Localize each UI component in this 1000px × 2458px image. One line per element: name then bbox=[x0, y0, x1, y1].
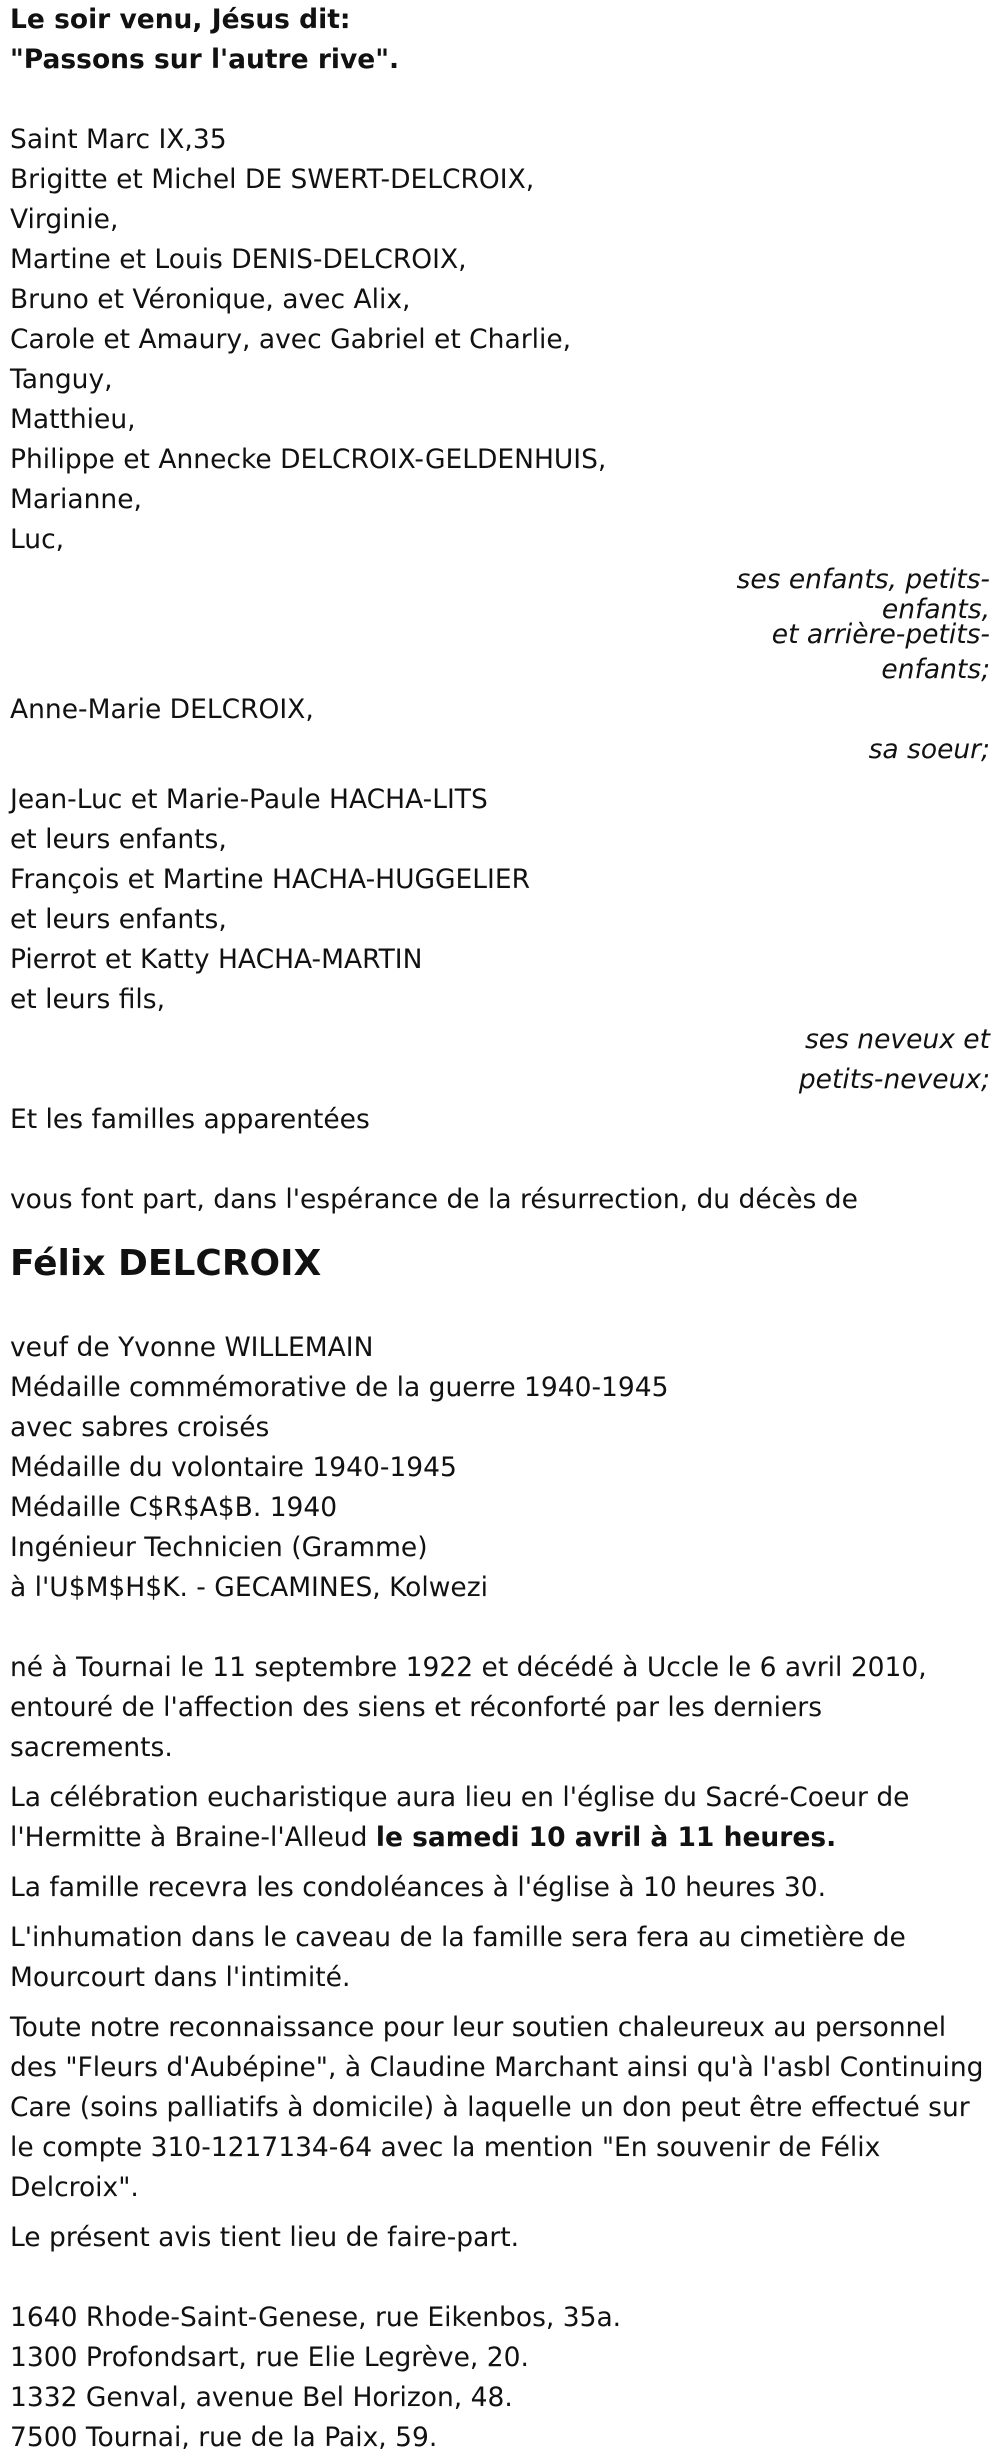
celebration-time: le samedi 10 avril à 11 heures. bbox=[375, 1822, 837, 1853]
detail-line: Médaille du volontaire 1940-1945 bbox=[10, 1452, 457, 1483]
family-member: Marianne, bbox=[10, 484, 142, 515]
detail-line: à l'U$M$H$K. - GECAMINES, Kolwezi bbox=[10, 1572, 488, 1603]
announcement-line: vous font part, dans l'espérance de la résurrection, du décès de bbox=[10, 1184, 858, 1215]
obituary-notice bbox=[10, 0, 990, 2458]
relationship-label: ses neveux et bbox=[804, 1024, 990, 1055]
celebration-paragraph bbox=[10, 1778, 990, 1858]
family-member: Matthieu, bbox=[10, 404, 136, 435]
quote-line-2: "Passons sur l'autre rive". bbox=[10, 44, 400, 75]
relationship-label: enfants; bbox=[881, 654, 990, 685]
families-line: Et les familles apparentées bbox=[10, 1104, 370, 1135]
nephews-list bbox=[10, 780, 990, 1020]
relationship-label: ses enfants, petits- bbox=[736, 564, 990, 595]
family-member: Tanguy, bbox=[10, 364, 113, 395]
family-member: Carole et Amaury, avec Gabriel et Charlie, bbox=[10, 324, 572, 355]
burial-paragraph: L'inhumation dans le caveau de la famille sera fera au cimetière de Mourcourt dans l'intimité. bbox=[10, 1922, 906, 1993]
deceased-name: Félix DELCROIX bbox=[10, 1243, 322, 1284]
children-role bbox=[10, 560, 990, 690]
address-line: 1640 Rhode-Saint-Genese, rue Eikenbos, 35a. bbox=[10, 2302, 622, 2333]
family-member: et leurs fils, bbox=[10, 984, 165, 1015]
deceased-details bbox=[10, 1328, 990, 1608]
family-member: et leurs enfants, bbox=[10, 824, 227, 855]
family-member: Brigitte et Michel DE SWERT-DELCROIX, bbox=[10, 164, 535, 195]
relationship-label: petits-neveux; bbox=[798, 1064, 990, 1095]
thanks-paragraph: Toute notre reconnaissance pour leur soutien chaleureux au personnel des "Fleurs d'Aubépine", à Claudine Marchant ainsi qu'à l'asbl Continuing Care (soins palliatifs à domicile) à laquelle un don peut être effectué sur le compte 310-1217134-64 avec la mention "En souvenir de Félix Delcroix". bbox=[10, 2012, 984, 2203]
birth-death-paragraph: né à Tournai le 11 septembre 1922 et décédé à Uccle le 6 avril 2010, entouré de l'affection des siens et réconforté par les derniers sacrements. bbox=[10, 1652, 927, 1763]
detail-line: Médaille C$R$A$B. 1940 bbox=[10, 1492, 338, 1523]
relationship-label: enfants, bbox=[881, 594, 990, 625]
notice-paragraph: Le présent avis tient lieu de faire-part. bbox=[10, 2222, 520, 2253]
family-member: Virginie, bbox=[10, 204, 119, 235]
celebration-text: La célébration eucharistique aura lieu en l'église du Sacré-Coeur de l'Hermitte à Braine-l'Alleud bbox=[10, 1782, 910, 1853]
family-member: François et Martine HACHA-HUGGELIER bbox=[10, 864, 531, 895]
address-line: 7500 Tournai, rue de la Paix, 59. bbox=[10, 2422, 438, 2453]
address-line: 1300 Profondsart, rue Elie Legrève, 20. bbox=[10, 2342, 529, 2373]
family-member: Jean-Luc et Marie-Paule HACHA-LITS bbox=[10, 784, 488, 815]
scripture-reference: Saint Marc IX,35 bbox=[10, 124, 227, 155]
children-list bbox=[10, 160, 990, 560]
nephews-role bbox=[10, 1020, 990, 1100]
address-list bbox=[10, 2298, 990, 2458]
detail-line: veuf de Yvonne WILLEMAIN bbox=[10, 1332, 374, 1363]
family-member: et leurs enfants, bbox=[10, 904, 227, 935]
address-line: 1332 Genval, avenue Bel Horizon, 48. bbox=[10, 2382, 513, 2413]
detail-line: avec sabres croisés bbox=[10, 1412, 270, 1443]
relationship-label: sa soeur; bbox=[868, 734, 990, 765]
condolences-paragraph: La famille recevra les condoléances à l'église à 10 heures 30. bbox=[10, 1872, 827, 1903]
family-member: Bruno et Véronique, avec Alix, bbox=[10, 284, 411, 315]
relationship-label: et arrière-petits- bbox=[771, 619, 990, 650]
quote-line-1: Le soir venu, Jésus dit: bbox=[10, 4, 351, 35]
family-member: Philippe et Annecke DELCROIX-GELDENHUIS, bbox=[10, 444, 607, 475]
family-member: Pierrot et Katty HACHA-MARTIN bbox=[10, 944, 423, 975]
family-member: Martine et Louis DENIS-DELCROIX, bbox=[10, 244, 467, 275]
detail-line: Ingénieur Technicien (Gramme) bbox=[10, 1532, 428, 1563]
sister-name: Anne-Marie DELCROIX, bbox=[10, 694, 314, 725]
family-member: Luc, bbox=[10, 524, 65, 555]
detail-line: Médaille commémorative de la guerre 1940-1945 bbox=[10, 1372, 669, 1403]
